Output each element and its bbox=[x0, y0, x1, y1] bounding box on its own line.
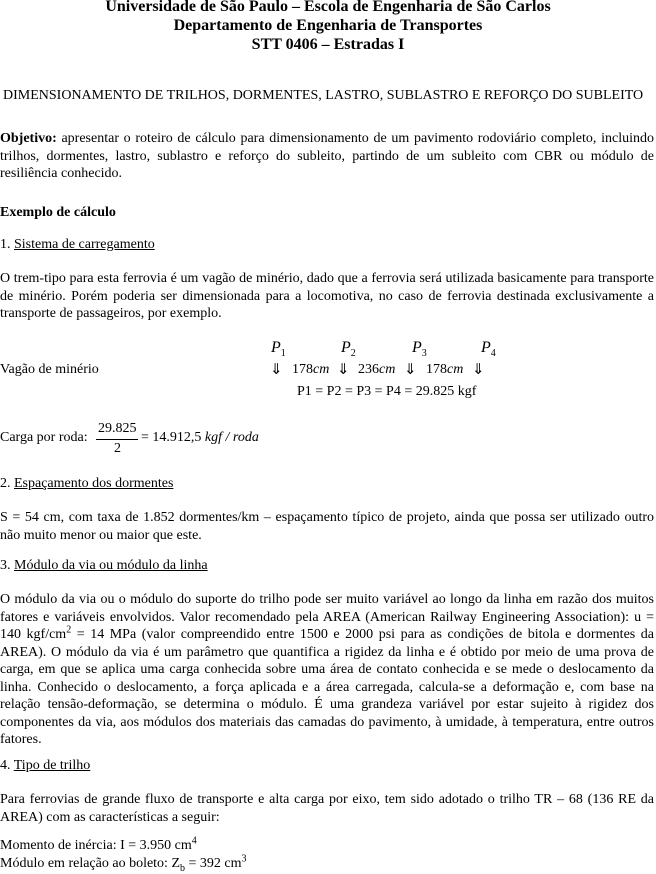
section-2-paragraph: S = 54 cm, com taxa de 1.852 dormentes/km – espaçamento típico de projeto, ainda que possa ser utilizado outro não muito menor ou maior que este. bbox=[0, 510, 654, 543]
fraction-bar bbox=[96, 439, 138, 440]
wheel-load-label: Carga por roda: bbox=[0, 430, 88, 445]
section-4-paragraph: Para ferrovias de grande fluxo de transporte e alta carga por eixo, tem sido adotado o trilho TR – 68 (136 RE da AREA) com as características a seguir: bbox=[0, 792, 654, 825]
wheel-load-result: = 14.912,5 kgf / roda bbox=[141, 430, 259, 445]
section-4-heading bbox=[0, 758, 90, 774]
load-p4: $P_4$ bbox=[481, 339, 496, 360]
objective-text: apresentar o roteiro de cálculo para dimensionamento de um pavimento rodoviário completo, incluindo trilhos, dormentes, lastro, sublastro e reforço do subleito, partindo de um subleito com CBR ou módulo de resiliência conhecido. bbox=[0, 131, 654, 181]
section-2-heading bbox=[0, 476, 173, 492]
fraction-denominator: 2 bbox=[114, 441, 121, 456]
section-3-heading bbox=[0, 558, 208, 574]
spacing-3: 178cm bbox=[426, 362, 464, 377]
course-header: STT 0406 – Estradas I bbox=[251, 36, 405, 53]
load-equation: P1 = P2 = P3 = P4 = 29.825 kgf bbox=[297, 384, 477, 399]
section-title: Módulo da via ou módulo da linha bbox=[14, 558, 208, 573]
wagon-label: Vagão de minério bbox=[0, 362, 99, 377]
section-3-paragraph: O módulo da via ou o módulo do suporte do trilho pode ser muito variável ao longo da linha em razão dos muitos fatores e variáveis envolvidos. Valor recomendado pela AREA (American Railway Engineering Association): u = 140 kgf/$cm^2 = 14$ MPa (valor compreendido entre 1500 e 2000 psi para as condições de bitola e dormentes da AREA). O módulo da via é um parâmetro que quantifica a rigidez da linha e é obtido por meio de uma prova de carga, em que se aplica uma carga conhecida sobre uma área de contato conhecida e se mede o deslocamento da linha. Conhecido o deslocamento, a força aplicada e a área carregada, calcula-se a deformação e, com base na relação tensão-deformação, se determina o módulo. É uma grandeza variável por estar sujeito à rigidez dos componentes da via, aos módulos dos materiais das camadas do pavimento, à umidade, à temperatura, entre outros fatores. bbox=[0, 592, 654, 747]
section-number: 2. bbox=[0, 476, 14, 491]
arrow-down-icon: ⇓ bbox=[404, 360, 417, 378]
section-number: 1. bbox=[0, 237, 14, 252]
rail-section-modulus: Módulo em relação ao boleto: $Z_b = 392$ $cm^3$ bbox=[0, 853, 247, 874]
section-1-heading bbox=[0, 237, 155, 253]
section-number: 3. bbox=[0, 558, 14, 573]
objective-label: Objetivo: bbox=[0, 131, 57, 146]
load-p2: $P_2$ bbox=[341, 339, 356, 360]
arrow-down-icon: ⇓ bbox=[337, 360, 350, 378]
load-p3: $P_3$ bbox=[412, 339, 427, 360]
university-header: Universidade de São Paulo – Escola de Engenharia de São Carlos bbox=[105, 0, 551, 15]
spacing-1: 178cm bbox=[292, 362, 330, 377]
load-p1: $P_1$ bbox=[271, 339, 286, 360]
section-title: Espaçamento dos dormentes bbox=[14, 476, 174, 491]
section-title: Sistema de carregamento bbox=[14, 237, 155, 252]
section-number: 4. bbox=[0, 758, 14, 773]
section-title: Tipo de trilho bbox=[13, 758, 91, 773]
rail-inertia: Momento de inércia: I = 3.950 $cm^4$ bbox=[0, 835, 197, 853]
objective-paragraph bbox=[0, 130, 654, 183]
fraction-numerator: 29.825 bbox=[98, 421, 137, 436]
spacing-2: 236cm bbox=[358, 362, 396, 377]
department-header: Departamento de Engenharia de Transportes bbox=[173, 17, 483, 34]
example-heading: Exemplo de cálculo bbox=[0, 205, 116, 220]
arrow-down-icon: ⇓ bbox=[472, 360, 485, 378]
arrow-down-icon: ⇓ bbox=[270, 360, 283, 378]
section-1-paragraph: O trem-tipo para esta ferrovia é um vagão de minério, dado que a ferrovia será utilizada basicamente para transporte de minério. Porém poderia ser dimensionada para a locomotiva, no caso de ferrovia destinada exclusivamente a transporte de passageiros, por exemplo. bbox=[0, 271, 654, 321]
document-title: DIMENSIONAMENTO DE TRILHOS, DORMENTES, LASTRO, SUBLASTRO E REFORÇO DO SUBLEITO bbox=[3, 88, 644, 103]
